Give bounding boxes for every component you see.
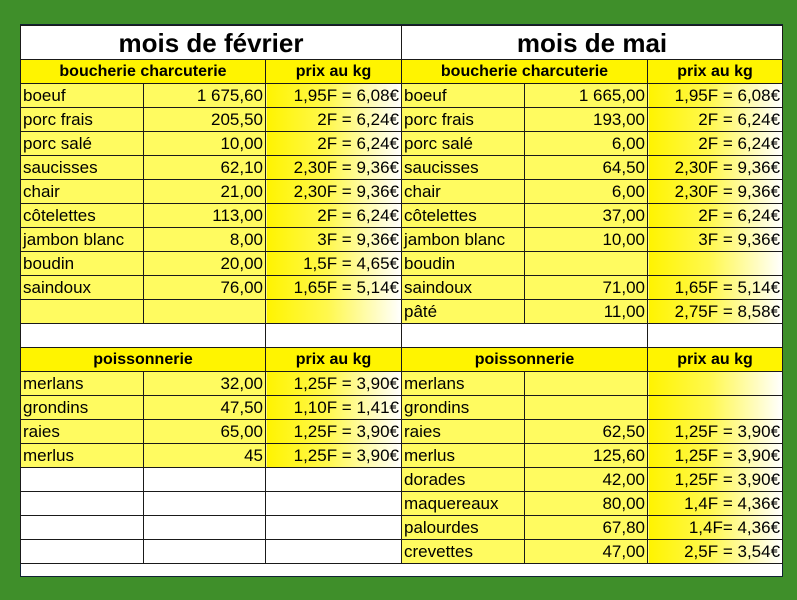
item-amount: 32,00 (144, 372, 266, 396)
item-amount: 62,50 (525, 420, 648, 444)
item-price: 1,25F = 3,90€ (266, 372, 402, 396)
table-row (21, 108, 402, 132)
item-name: jambon blanc (21, 228, 144, 252)
item-price (648, 372, 783, 396)
item-amount: 6,00 (525, 180, 648, 204)
item-price: 2F = 6,24€ (266, 108, 402, 132)
item-price: 1,65F = 5,14€ (648, 276, 783, 300)
spacer-cell (648, 324, 783, 348)
item-price (648, 252, 783, 276)
spacer-row (402, 324, 783, 348)
item-name: jambon blanc (402, 228, 525, 252)
item-name: dorades (402, 468, 525, 492)
item-name: boudin (402, 252, 525, 276)
table-row (21, 444, 402, 468)
item-price: 2,30F = 9,36€ (648, 180, 783, 204)
item-amount: 71,00 (525, 276, 648, 300)
item-amount: 205,50 (144, 108, 266, 132)
item-price: 2F = 6,24€ (648, 204, 783, 228)
item-name (21, 492, 144, 516)
item-price: 1,65F = 5,14€ (266, 276, 402, 300)
item-name: côtelettes (402, 204, 525, 228)
item-name: saindoux (21, 276, 144, 300)
table-row (402, 300, 783, 324)
table-row (402, 444, 783, 468)
item-price: 2,5F = 3,54€ (648, 540, 783, 564)
item-name: côtelettes (21, 204, 144, 228)
table-row (21, 396, 402, 420)
item-amount (525, 252, 648, 276)
item-price: 2,30F = 9,36€ (648, 156, 783, 180)
item-name: saucisses (402, 156, 525, 180)
may-title-row (402, 26, 783, 60)
may-fish-price-header: prix au kg (648, 348, 783, 372)
item-price: 1,95F = 6,08€ (648, 84, 783, 108)
item-name: saindoux (402, 276, 525, 300)
item-name: crevettes (402, 540, 525, 564)
item-name: porc salé (21, 132, 144, 156)
table-row (21, 132, 402, 156)
february-table (20, 25, 402, 564)
item-price: 1,25F = 3,90€ (648, 444, 783, 468)
table-row (21, 228, 402, 252)
table-row (21, 372, 402, 396)
item-name: merlans (402, 372, 525, 396)
table-row (402, 204, 783, 228)
item-amount (144, 468, 266, 492)
item-amount: 10,00 (525, 228, 648, 252)
item-price (266, 468, 402, 492)
february-fish-price-header: prix au kg (266, 348, 402, 372)
table-row (21, 276, 402, 300)
table-row (402, 180, 783, 204)
table-row (21, 420, 402, 444)
item-price: 1,25F = 3,90€ (648, 420, 783, 444)
item-price: 2,30F = 9,36€ (266, 156, 402, 180)
item-name: boeuf (402, 84, 525, 108)
item-price: 2F = 6,24€ (648, 108, 783, 132)
february-fish-header-row (21, 348, 402, 372)
february-fish-header: poissonnerie (21, 348, 266, 372)
table-row (402, 492, 783, 516)
item-price (266, 492, 402, 516)
item-name: grondins (21, 396, 144, 420)
table-row (402, 156, 783, 180)
item-name: porc frais (402, 108, 525, 132)
item-price: 1,5F = 4,65€ (266, 252, 402, 276)
item-name: boudin (21, 252, 144, 276)
item-price: 1,25F = 3,90€ (266, 420, 402, 444)
item-amount: 8,00 (144, 228, 266, 252)
item-name: merlus (402, 444, 525, 468)
item-name: porc salé (402, 132, 525, 156)
table-row (21, 84, 402, 108)
item-price (266, 516, 402, 540)
table-row (402, 276, 783, 300)
item-name: porc frais (21, 108, 144, 132)
item-price (648, 396, 783, 420)
item-amount: 80,00 (525, 492, 648, 516)
table-row (402, 468, 783, 492)
item-amount: 20,00 (144, 252, 266, 276)
item-amount: 6,00 (525, 132, 648, 156)
item-amount: 67,80 (525, 516, 648, 540)
item-amount (144, 300, 266, 324)
table-row (402, 108, 783, 132)
table-row (21, 252, 402, 276)
may-butcher-header: boucherie charcuterie (402, 60, 648, 84)
table-row (21, 516, 402, 540)
item-name (21, 468, 144, 492)
item-price: 3F = 9,36€ (648, 228, 783, 252)
february-butcher-header: boucherie charcuterie (21, 60, 266, 84)
item-amount: 47,50 (144, 396, 266, 420)
item-amount: 113,00 (144, 204, 266, 228)
item-amount: 64,50 (525, 156, 648, 180)
item-price: 1,25F = 3,90€ (648, 468, 783, 492)
item-name: boeuf (21, 84, 144, 108)
item-amount (525, 396, 648, 420)
may-title: mois de mai (402, 26, 783, 60)
table-row (21, 300, 402, 324)
item-price: 1,4F = 4,36€ (648, 492, 783, 516)
may-table (401, 25, 783, 564)
item-name: chair (402, 180, 525, 204)
spacer-row (21, 324, 402, 348)
item-amount (144, 540, 266, 564)
item-amount: 193,00 (525, 108, 648, 132)
item-amount: 37,00 (525, 204, 648, 228)
table-row (21, 540, 402, 564)
table-row (21, 492, 402, 516)
item-price: 1,25F = 3,90€ (266, 444, 402, 468)
item-amount: 47,00 (525, 540, 648, 564)
item-name: saucisses (21, 156, 144, 180)
spacer-cell (21, 324, 266, 348)
table-row (21, 180, 402, 204)
table-row (21, 468, 402, 492)
item-name (21, 540, 144, 564)
february-butcher-header-row (21, 60, 402, 84)
table-row (402, 84, 783, 108)
item-name: maquereaux (402, 492, 525, 516)
may-fish-header: poissonnerie (402, 348, 648, 372)
may-butcher-header-row (402, 60, 783, 84)
february-title-row (21, 26, 402, 60)
item-price: 2F = 6,24€ (266, 204, 402, 228)
item-amount: 21,00 (144, 180, 266, 204)
item-price: 1,95F = 6,08€ (266, 84, 402, 108)
table-row (402, 252, 783, 276)
item-amount: 65,00 (144, 420, 266, 444)
item-name (21, 516, 144, 540)
table-row (402, 372, 783, 396)
item-amount: 76,00 (144, 276, 266, 300)
item-price: 2F = 6,24€ (266, 132, 402, 156)
spacer-cell (266, 324, 402, 348)
table-row (402, 540, 783, 564)
table-row (402, 516, 783, 540)
item-name: chair (21, 180, 144, 204)
item-name: raies (21, 420, 144, 444)
item-price: 2,75F = 8,58€ (648, 300, 783, 324)
item-name: merlans (21, 372, 144, 396)
item-name: raies (402, 420, 525, 444)
item-price: 1,4F= 4,36€ (648, 516, 783, 540)
item-name: grondins (402, 396, 525, 420)
item-name: palourdes (402, 516, 525, 540)
item-amount: 125,60 (525, 444, 648, 468)
item-amount: 11,00 (525, 300, 648, 324)
item-amount (144, 492, 266, 516)
february-price-header: prix au kg (266, 60, 402, 84)
item-amount: 42,00 (525, 468, 648, 492)
table-row (402, 228, 783, 252)
table-row (402, 396, 783, 420)
item-name: pâté (402, 300, 525, 324)
table-row (21, 156, 402, 180)
may-price-header: prix au kg (648, 60, 783, 84)
may-fish-header-row (402, 348, 783, 372)
item-amount: 62,10 (144, 156, 266, 180)
item-amount (525, 372, 648, 396)
item-price: 2F = 6,24€ (648, 132, 783, 156)
item-amount (144, 516, 266, 540)
item-amount: 1 675,60 (144, 84, 266, 108)
item-price (266, 300, 402, 324)
item-amount: 45 (144, 444, 266, 468)
item-name: merlus (21, 444, 144, 468)
february-title: mois de février (21, 26, 402, 60)
item-price: 1,10F = 1,41€ (266, 396, 402, 420)
item-price (266, 540, 402, 564)
item-name (21, 300, 144, 324)
spacer-cell (402, 324, 648, 348)
table-row (402, 420, 783, 444)
table-row (21, 204, 402, 228)
item-price: 3F = 9,36€ (266, 228, 402, 252)
item-amount: 10,00 (144, 132, 266, 156)
table-row (402, 132, 783, 156)
item-amount: 1 665,00 (525, 84, 648, 108)
item-price: 2,30F = 9,36€ (266, 180, 402, 204)
